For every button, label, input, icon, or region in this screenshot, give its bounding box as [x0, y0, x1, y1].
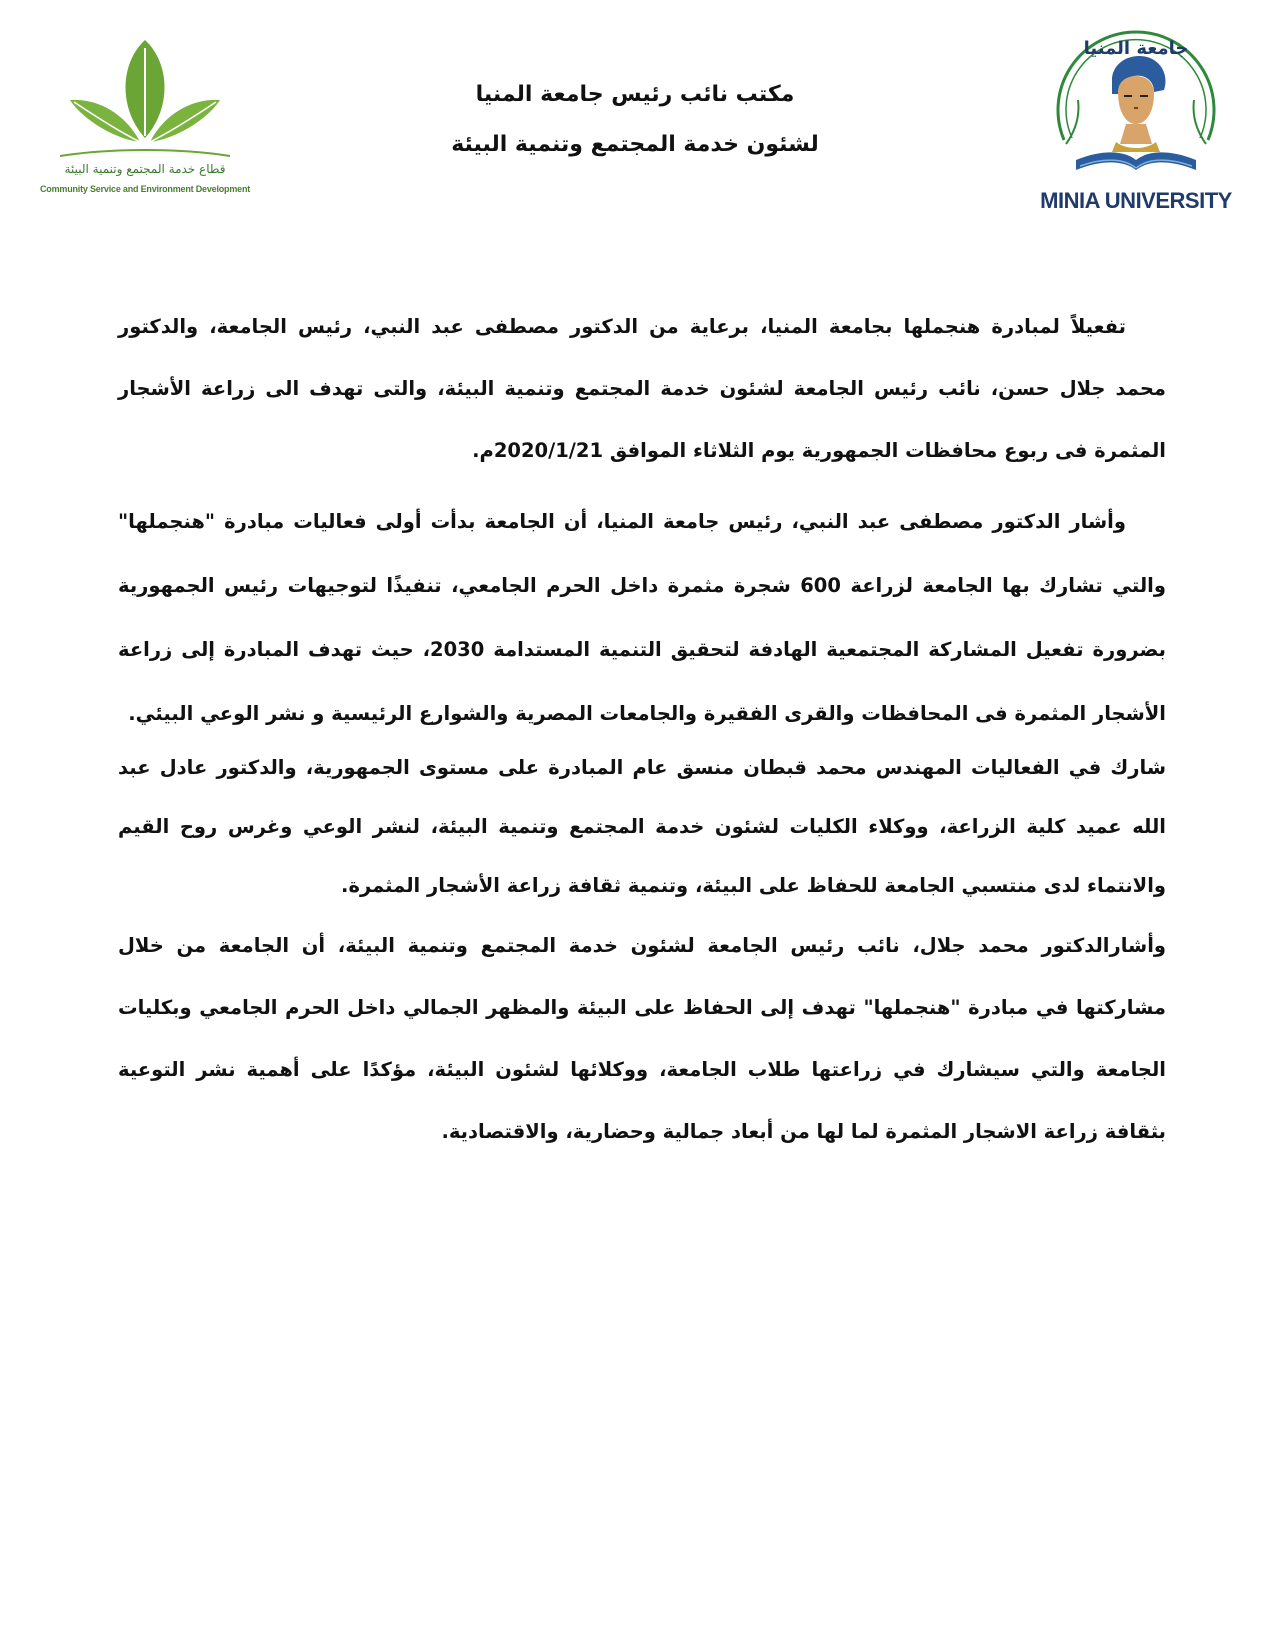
community-service-logo	[40, 38, 250, 203]
university-english-name: MINIA UNIVERSITY	[1040, 188, 1232, 213]
letterhead	[0, 0, 1275, 240]
minia-university-logo	[1036, 20, 1236, 225]
green-leaves-icon	[40, 38, 250, 163]
office-title-line1: مكتب نائب رئيس جامعة المنيا	[475, 82, 795, 107]
logo-english-text: Community Service and Environment Development	[40, 184, 251, 194]
logo-arabic-text: قطاع خدمة المجتمع وتنمية البيئة	[64, 162, 226, 176]
paragraph-1: تفعيلاً لمبادرة هنجملها بجامعة المنيا، برعاية من الدكتور مصطفى عبد النبي، رئيس الجامعة، والدكتور محمد جلال حسن، نائب رئيس الجامعة لشئون خدمة المجتمع وتنمية البيئة، والتى تهدف الى زراعة الأشجار المثمرة فى ربوع محافظات الجمهورية يوم الثلاثاء الموافق 2020/1/21م.	[118, 315, 1166, 462]
office-title-line2: لشئون خدمة المجتمع وتنمية البيئة	[451, 132, 819, 157]
paragraph-4: وأشارالدكتور محمد جلال، نائب رئيس الجامعة لشئون خدمة المجتمع وتنمية البيئة، أن الجامعة من خلال مشاركتها في مبادرة "هنجملها" تهدف إلى الحفاظ على البيئة والمظهر الجمالي داخل الحرم الجامعي وبكليات الجامعة والتي سيشارك في زراعتها طلاب الجامعة، ووكلائها لشئون البيئة، مؤكدًا على أهمية نشر التوعية بثقافة زراعة الاشجار المثمرة لما لها من أبعاد جمالية وحضارية، والاقتصادية.	[118, 934, 1166, 1143]
office-title	[330, 70, 940, 170]
paragraph-2: وأشار الدكتور مصطفى عبد النبي، رئيس جامعة المنيا، أن الجامعة بدأت أولى فعاليات مبادرة "هنجملها" والتي تشارك بها الجامعة لزراعة 600 شجرة مثمرة داخل الحرم الجامعي، تنفيذًا لتوجيهات رئيس الجمهورية بضرورة تفعيل المشاركة المجتمعية الهادفة لتحقيق التنمية المستدامة 2030، حيث تهدف المبادرة إلى زراعة الأشجار المثمرة فى المحافظات والقرى الفقيرة والجامعات المصرية والشوارع الرئيسية و نشر الوعي البيئي.	[118, 510, 1166, 725]
paragraph-3: شارك في الفعاليات المهندس محمد قبطان منسق عام المبادرة على مستوى الجمهورية، والدكتور عادل عبد الله عميد كلية الزراعة، ووكلاء الكليات لشئون خدمة المجتمع وتنمية البيئة، لنشر الوعي وغرس روح القيم والانتماء لدى منتسبي الجامعة للحفاظ على البيئة، وتنمية ثقافة زراعة الأشجار المثمرة.	[118, 756, 1166, 897]
nefertiti-bust-icon	[1112, 56, 1165, 152]
open-book-icon	[1076, 152, 1196, 170]
article-body	[118, 296, 1166, 1163]
university-arabic-name: جامعة المنيا	[1083, 38, 1189, 59]
